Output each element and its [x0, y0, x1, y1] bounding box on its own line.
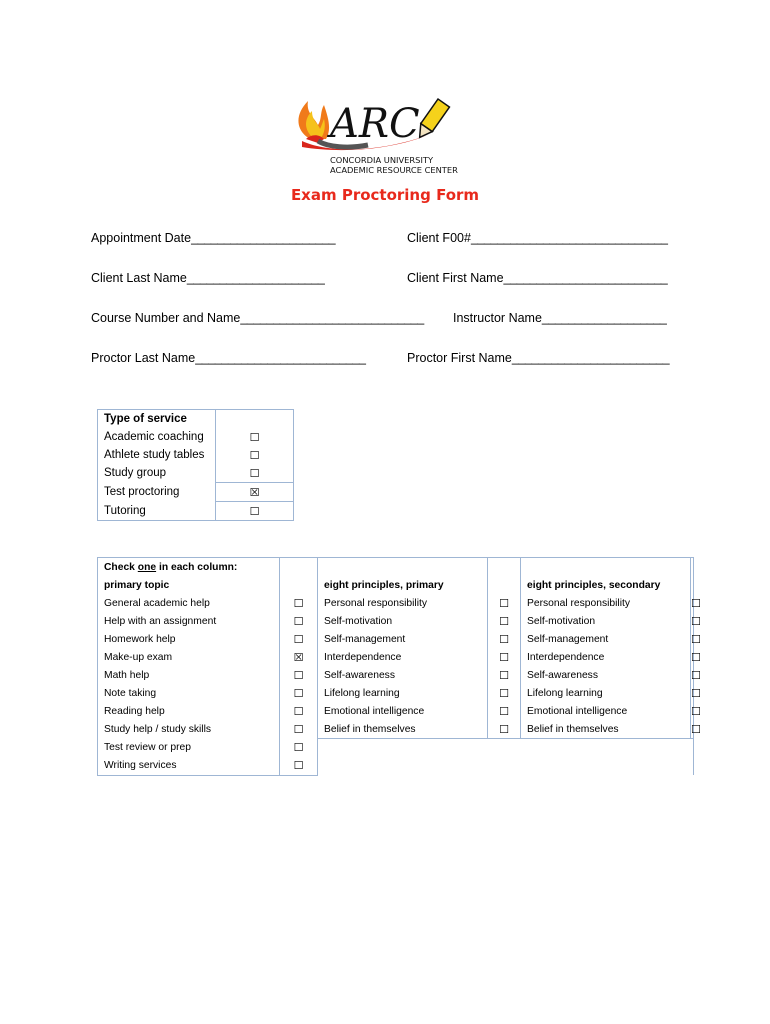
topic-checkbox[interactable]: ☒	[280, 648, 318, 666]
service-checkbox-study-group[interactable]: ☐	[216, 464, 294, 483]
topic-checkbox[interactable]: ☐	[280, 612, 318, 630]
logo-mark: ARC	[330, 101, 420, 147]
client-last-name-field[interactable]	[91, 271, 324, 285]
topic-checkbox[interactable]: ☐	[280, 594, 318, 612]
table-row	[98, 720, 694, 739]
service-checkbox-tutoring[interactable]: ☐	[216, 502, 294, 521]
service-label: Academic coaching	[98, 428, 216, 446]
topic-checkbox[interactable]: ☐	[280, 630, 318, 648]
principle-secondary-checkbox[interactable]: ☐	[691, 684, 694, 702]
principle-secondary-checkbox[interactable]: ☐	[691, 648, 694, 666]
principle-primary-checkbox[interactable]: ☐	[488, 720, 521, 739]
instructor-name-label: Instructor Name	[453, 311, 542, 325]
instructor-name-field[interactable]	[453, 311, 666, 325]
form-title: Exam Proctoring Form	[290, 186, 480, 204]
topic-label: Help with an assignment	[98, 612, 280, 630]
principle-primary-checkbox[interactable]: ☐	[488, 630, 521, 648]
principle-primary-label: Lifelong learning	[318, 684, 488, 702]
principle-secondary-checkbox[interactable]: ☐	[691, 612, 694, 630]
principle-secondary-label: Self-awareness	[521, 666, 691, 684]
logo-org-line2: ACADEMIC RESOURCE CENTER	[330, 165, 458, 175]
client-f00-line[interactable]: ______________________________	[470, 231, 668, 245]
service-type-header: Type of service	[98, 410, 216, 429]
principle-primary-label: Self-management	[318, 630, 488, 648]
proctor-first-name-label: Proctor First Name	[407, 351, 512, 365]
topic-label: Make-up exam	[98, 648, 280, 666]
table-row	[98, 558, 694, 577]
proctor-first-name-field[interactable]	[407, 351, 669, 365]
principle-primary-checkbox[interactable]: ☐	[488, 594, 521, 612]
service-label: Study group	[98, 464, 216, 483]
service-label: Test proctoring	[98, 483, 216, 502]
topic-label: Study help / study skills	[98, 720, 280, 739]
topic-checkbox[interactable]: ☐	[280, 666, 318, 684]
service-checkbox-athlete-study-tables[interactable]: ☐	[216, 446, 294, 464]
appointment-date-field[interactable]	[91, 231, 335, 245]
table-row	[98, 502, 294, 521]
table-row	[98, 702, 694, 720]
principle-primary-checkbox[interactable]: ☐	[488, 702, 521, 720]
appointment-date-line[interactable]: ______________________	[191, 231, 336, 245]
client-first-name-label: Client First Name	[407, 271, 504, 285]
topic-label: Writing services	[98, 757, 280, 776]
service-checkbox-academic-coaching[interactable]: ☐	[216, 428, 294, 446]
topic-checkbox[interactable]: ☐	[280, 720, 318, 739]
principle-secondary-label: Self-motivation	[521, 612, 691, 630]
topic-label: Math help	[98, 666, 280, 684]
principle-secondary-label: Lifelong learning	[521, 684, 691, 702]
principle-primary-label: Self-motivation	[318, 612, 488, 630]
topic-checkbox[interactable]: ☐	[280, 702, 318, 720]
client-last-name-label: Client Last Name	[91, 271, 187, 285]
appointment-date-label: Appointment Date	[91, 231, 192, 245]
col-principles-secondary-header: eight principles, secondary	[521, 576, 691, 594]
table-row	[98, 594, 694, 612]
principle-secondary-label: Emotional intelligence	[521, 702, 691, 720]
col-principles-primary-header: eight principles, primary	[318, 576, 488, 594]
principle-secondary-checkbox[interactable]: ☐	[691, 702, 694, 720]
logo-org-line1: CONCORDIA UNIVERSITY	[330, 155, 434, 165]
proctor-first-name-line[interactable]: ________________________	[511, 351, 670, 365]
table-row	[98, 684, 694, 702]
principle-secondary-label: Belief in themselves	[521, 720, 691, 739]
table-row	[98, 464, 294, 483]
principle-secondary-label: Interdependence	[521, 648, 691, 666]
principle-secondary-checkbox[interactable]: ☐	[691, 630, 694, 648]
course-number-name-line[interactable]: ____________________________	[240, 311, 424, 325]
principle-primary-checkbox[interactable]: ☐	[488, 666, 521, 684]
table-row	[98, 576, 694, 594]
table-row	[98, 612, 694, 630]
instructor-name-line[interactable]: ___________________	[541, 311, 667, 325]
topic-label: Reading help	[98, 702, 280, 720]
topic-label: Note taking	[98, 684, 280, 702]
table-row	[98, 739, 694, 757]
principle-primary-label: Self-awareness	[318, 666, 488, 684]
proctor-last-name-line[interactable]: __________________________	[195, 351, 366, 365]
principle-primary-checkbox[interactable]: ☐	[488, 612, 521, 630]
course-number-name-field[interactable]	[91, 311, 424, 325]
topic-checkbox[interactable]: ☐	[280, 739, 318, 757]
table-row	[98, 483, 294, 502]
proctor-last-name-label: Proctor Last Name	[91, 351, 196, 365]
principle-primary-checkbox[interactable]: ☐	[488, 684, 521, 702]
service-checkbox-test-proctoring[interactable]: ☒	[216, 483, 294, 502]
service-label: Athlete study tables	[98, 446, 216, 464]
table-row	[98, 410, 294, 429]
topic-checkbox[interactable]: ☐	[280, 684, 318, 702]
topic-label: General academic help	[98, 594, 280, 612]
topic-checkbox[interactable]: ☐	[280, 757, 318, 776]
client-last-name-line[interactable]: _____________________	[186, 271, 325, 285]
service-label: Tutoring	[98, 502, 216, 521]
col-primary-topic-header: primary topic	[98, 576, 280, 594]
principle-secondary-checkbox[interactable]: ☐	[691, 720, 694, 739]
principle-primary-label: Emotional intelligence	[318, 702, 488, 720]
client-f00-label: Client F00#	[407, 231, 471, 245]
course-number-name-label: Course Number and Name	[91, 311, 241, 325]
topic-label: Homework help	[98, 630, 280, 648]
principle-primary-checkbox[interactable]: ☐	[488, 648, 521, 666]
principle-primary-label: Belief in themselves	[318, 720, 488, 739]
principle-secondary-checkbox[interactable]: ☐	[691, 666, 694, 684]
proctor-last-name-field[interactable]	[91, 351, 366, 365]
table-row	[98, 446, 294, 464]
client-first-name-line[interactable]: _________________________	[503, 271, 668, 285]
table-row	[98, 630, 694, 648]
table-row	[98, 428, 294, 446]
arc-logo	[288, 95, 488, 177]
service-type-table	[97, 409, 294, 521]
principle-primary-label: Personal responsibility	[318, 594, 488, 612]
principle-secondary-checkbox[interactable]: ☐	[691, 594, 694, 612]
topic-principles-table	[97, 557, 701, 776]
client-f00-field[interactable]	[407, 231, 668, 245]
principle-secondary-label: Self-management	[521, 630, 691, 648]
table-row	[98, 666, 694, 684]
client-first-name-field[interactable]	[407, 271, 667, 285]
principle-primary-label: Interdependence	[318, 648, 488, 666]
table-instruction: Check one in each column:	[98, 558, 280, 577]
principle-secondary-label: Personal responsibility	[521, 594, 691, 612]
table-row	[98, 648, 694, 666]
topic-label: Test review or prep	[98, 739, 280, 757]
